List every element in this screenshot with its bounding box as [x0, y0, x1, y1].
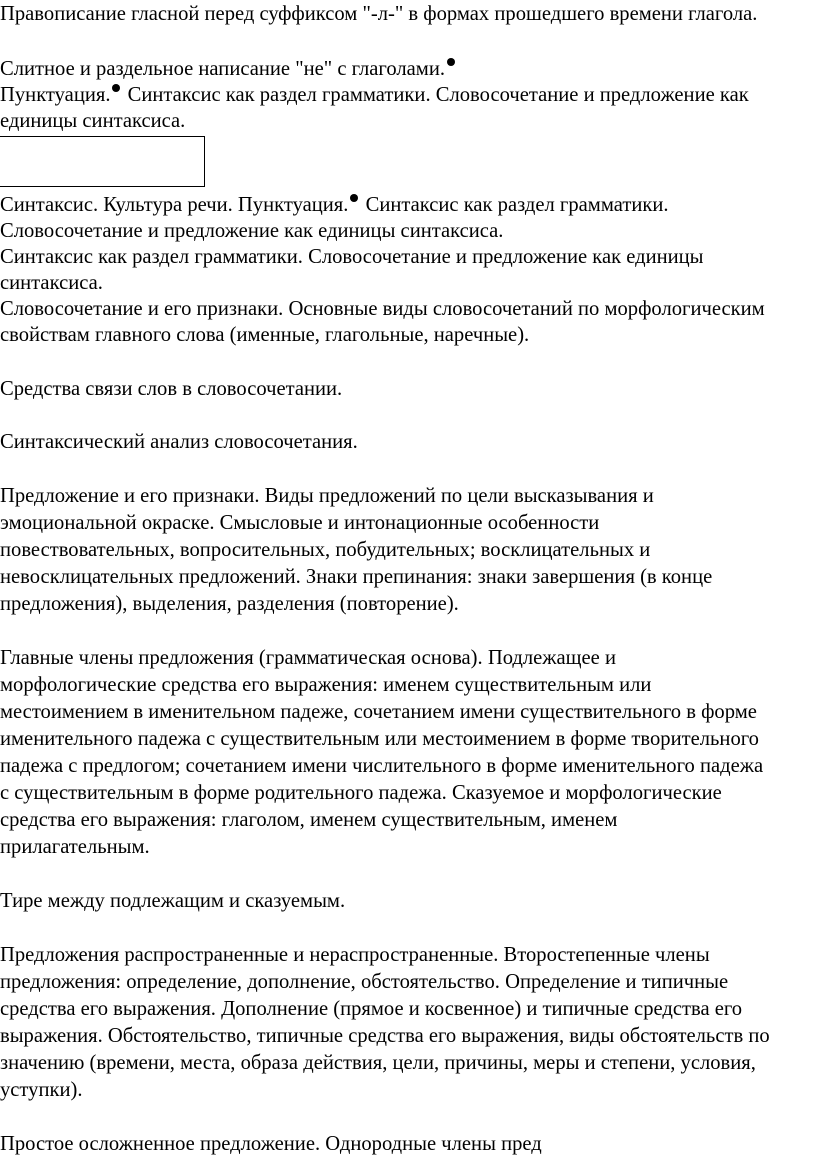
text-line: синтаксиса. [0, 272, 103, 294]
text-line: Предложения распространенные и нераспространенные. Второстепенные члены [0, 944, 710, 966]
text-line [0, 192, 669, 219]
text-line: Правописание гласной перед суффиксом "-л-" в формах прошедшего времени глагола. [0, 3, 758, 25]
text-fragment: Синтаксис как раздел грамматики. [365, 194, 669, 216]
text-line: предложения: определение, дополнение, обстоятельство. Определение и типичные [0, 971, 729, 993]
text-line: единицы синтаксиса. [0, 110, 186, 132]
text-fragment: Синтаксис как раздел грамматики. Словосочетание и предложение как [127, 84, 749, 106]
text-line: местоимением в именительном падеже, сочетанием имени существительного в форме [0, 701, 757, 723]
text-line: Синтаксический анализ словосочетания. [0, 431, 358, 453]
text-line: Средства связи слов в словосочетании. [0, 378, 343, 400]
text-line: повествовательных, вопросительных, побудительных; восклицательных и [0, 539, 651, 561]
text-fragment: Слитное и раздельное написание "не" с глаголами. [0, 58, 446, 80]
text-line: Предложение и его признаки. Виды предложений по цели высказывания и [0, 485, 654, 507]
text-line [0, 82, 749, 109]
text-line: невосклицательных предложений. Знаки препинания: знаки завершения (в конце [0, 566, 713, 588]
text-line: свойствам главного слова (именные, глагольные, наречные). [0, 324, 530, 346]
text-line: Главные члены предложения (грамматическая основа). Подлежащее и [0, 647, 616, 669]
text-line: прилагательным. [0, 836, 150, 858]
text-line: падежа с предлогом; сочетанием имени числительного в форме именительного падежа [0, 755, 764, 777]
text-line: выражения. Обстоятельство, типичные средства его выражения, виды обстоятельств по [0, 1025, 770, 1047]
text-fragment: Синтаксис. Культура речи. Пунктуация. [0, 194, 349, 216]
text-line: эмоциональной окраске. Смысловые и интонационные особенности [0, 512, 600, 534]
text-fragment: Пунктуация. [0, 84, 111, 106]
text-line: средства его выражения: глаголом, именем существительным, именем [0, 809, 618, 831]
text-line: Словосочетание и предложение как единицы синтаксиса. [0, 220, 504, 242]
text-line [0, 56, 457, 83]
text-line: уступки). [0, 1079, 83, 1101]
text-line: Тире между подлежащим и сказуемым. [0, 890, 346, 912]
empty-image-frame [0, 136, 205, 187]
text-line: с существительным в форме родительного падежа. Сказуемое и морфологические [0, 782, 722, 804]
bullet-icon [350, 194, 358, 202]
text-line: Простое осложненное предложение. Однородные члены пред [0, 1133, 542, 1155]
text-line: Словосочетание и его признаки. Основные виды словосочетаний по морфологическим [0, 298, 765, 320]
text-line: морфологические средства его выражения: именем существительным или [0, 674, 652, 696]
text-line: именительного падежа с существительным или местоимением в форме творительного [0, 728, 759, 750]
text-line: предложения), выделения, разделения (повторение). [0, 593, 459, 615]
text-line: Синтаксис как раздел грамматики. Словосочетание и предложение как единицы [0, 246, 704, 268]
text-line: средства его выражения. Дополнение (прямое и косвенное) и типичные средства его [0, 998, 743, 1020]
text-line: значению (времени, места, образа действия, цели, причины, меры и степени, условия, [0, 1052, 756, 1074]
bullet-icon [447, 58, 455, 66]
bullet-icon [112, 84, 120, 92]
